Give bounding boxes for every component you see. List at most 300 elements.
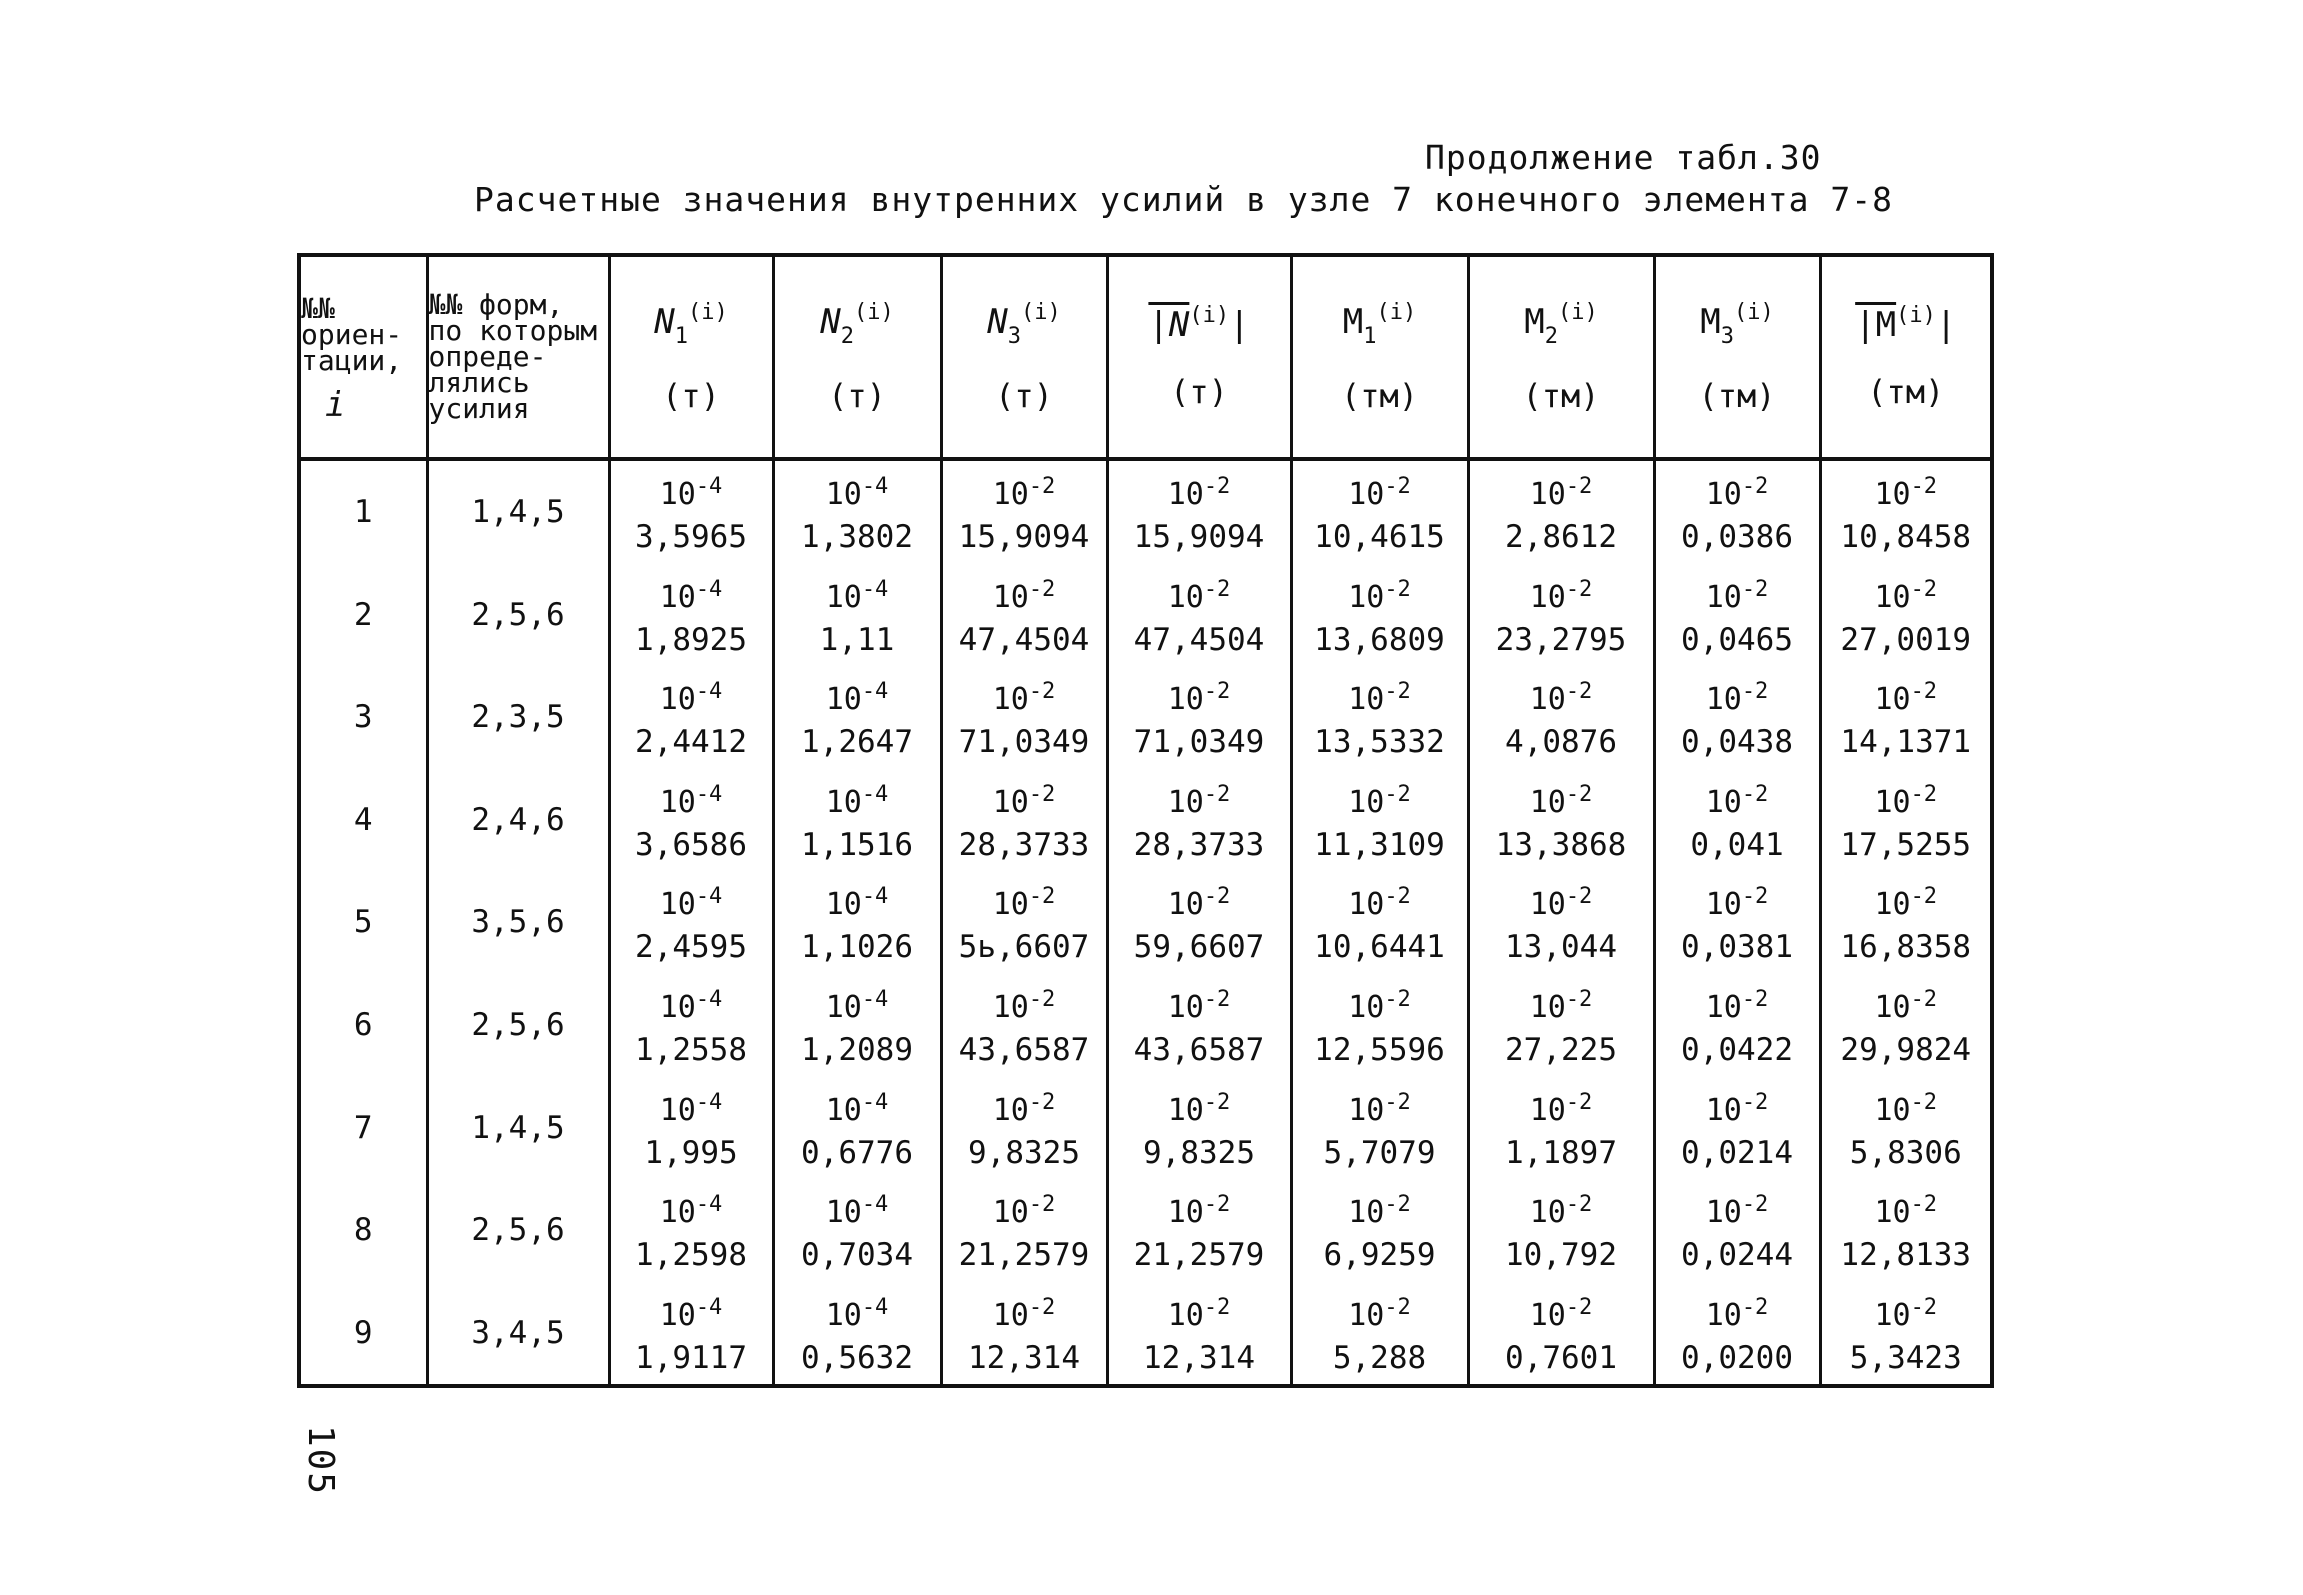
multiplier [775, 981, 940, 1027]
multiplier-base: 10 [1348, 887, 1385, 923]
multiplier-base: 10 [825, 784, 862, 820]
multiplier-base: 10 [1529, 989, 1566, 1025]
cell-value: 16,8358 [1840, 929, 1972, 966]
multiplier [611, 981, 772, 1027]
header-m1 [1291, 255, 1468, 459]
multiplier-base: 10 [1167, 1195, 1204, 1231]
multiplier [1109, 1186, 1290, 1232]
multiplier [611, 776, 772, 822]
multiplier [1109, 981, 1290, 1027]
multiplier [1822, 468, 1991, 514]
cell-value: 0,0200 [1681, 1339, 1793, 1376]
multiplier-exponent: -2 [1203, 679, 1231, 705]
cell-value: 2,4595 [635, 929, 747, 966]
multiplier-exponent: -2 [1741, 1294, 1769, 1320]
multiplier-base: 10 [1348, 1092, 1385, 1128]
multiplier-exponent: -2 [1384, 576, 1411, 602]
header-forms-label: №№ форм, по которым опреде- лялись усилия [428, 288, 598, 425]
value-cell [773, 769, 941, 872]
cell-value: 5,7079 [1323, 1134, 1436, 1171]
multiplier-exponent: -2 [1565, 474, 1593, 500]
cell-value: 6,9259 [1323, 1237, 1436, 1274]
multiplier-exponent: -2 [1384, 679, 1411, 705]
multiplier-base: 10 [1529, 682, 1566, 718]
row-orientation-number: 4 [299, 769, 427, 872]
multiplier-base: 10 [1529, 579, 1566, 615]
header-m1-sup: (i) [1376, 299, 1417, 325]
cell-value: 1,3802 [801, 519, 913, 556]
multiplier-exponent: -4 [861, 474, 889, 500]
multiplier [1293, 1084, 1467, 1130]
multiplier [775, 571, 940, 617]
value-cell [1291, 769, 1468, 872]
multiplier [1822, 1289, 1991, 1335]
multiplier-base: 10 [1705, 887, 1742, 923]
multiplier-exponent: -2 [1028, 1192, 1056, 1218]
cell-value: 10,8458 [1840, 519, 1972, 556]
multiplier-base: 10 [1348, 579, 1385, 615]
value-cell [1820, 769, 1992, 872]
cell-value: 12,314 [968, 1339, 1080, 1376]
multiplier-base: 10 [659, 887, 696, 923]
row-orientation-number: 1 [299, 459, 427, 564]
multiplier-base: 10 [659, 1297, 696, 1333]
multiplier-exponent: -2 [1565, 576, 1593, 602]
header-n1 [609, 255, 773, 459]
multiplier-base: 10 [1705, 682, 1742, 718]
value-cell [941, 769, 1107, 872]
multiplier [1293, 981, 1467, 1027]
multiplier [1656, 571, 1819, 617]
value-cell [1654, 974, 1820, 1077]
value-cell [1107, 1179, 1291, 1282]
multiplier-base: 10 [1167, 682, 1204, 718]
multiplier [943, 776, 1106, 822]
row-forms: 1,4,5 [427, 459, 609, 564]
header-m-abs-unit: (тм) [1867, 373, 1945, 411]
cell-value: 10,6441 [1314, 929, 1445, 966]
multiplier-base: 10 [1529, 784, 1566, 820]
multiplier [1293, 571, 1467, 617]
multiplier-base: 10 [825, 1297, 862, 1333]
multiplier [1293, 776, 1467, 822]
multiplier [1822, 1084, 1991, 1130]
cell-value: 0,0438 [1681, 724, 1793, 761]
multiplier-exponent: -2 [1028, 884, 1056, 910]
multiplier-base: 10 [1167, 579, 1204, 615]
multiplier-exponent: -2 [1028, 986, 1056, 1012]
multiplier-base: 10 [1348, 1297, 1385, 1333]
multiplier [611, 1084, 772, 1130]
multiplier [1822, 878, 1991, 924]
multiplier-exponent: -2 [1741, 781, 1769, 807]
value-cell [1820, 1076, 1992, 1179]
value-cell [609, 666, 773, 769]
multiplier-base: 10 [1529, 887, 1566, 923]
row-orientation-number: 5 [299, 871, 427, 974]
cell-value: 43,6587 [1133, 1031, 1265, 1068]
header-n-abs [1107, 255, 1291, 459]
value-cell [1820, 871, 1992, 974]
multiplier-base: 10 [1348, 1195, 1385, 1231]
value-cell [1291, 666, 1468, 769]
cell-value: 71,0349 [1133, 724, 1265, 761]
cell-value: 11,3109 [1314, 826, 1445, 863]
multiplier-base: 10 [1348, 989, 1385, 1025]
multiplier-exponent: -2 [1910, 781, 1938, 807]
cell-value: 3,6586 [635, 826, 747, 863]
multiplier [775, 1084, 940, 1130]
multiplier-base: 10 [1167, 1297, 1204, 1333]
cell-value: 9,8325 [968, 1134, 1080, 1171]
multiplier-base: 10 [1529, 477, 1566, 513]
row-orientation-number: 3 [299, 666, 427, 769]
header-n-abs-close: | [1229, 305, 1250, 345]
multiplier [1293, 1186, 1467, 1232]
value-cell [1468, 666, 1654, 769]
multiplier [1293, 878, 1467, 924]
multiplier-exponent: -4 [695, 986, 723, 1012]
value-cell [1468, 1281, 1654, 1386]
multiplier [943, 571, 1106, 617]
multiplier [1656, 878, 1819, 924]
cell-value: 21,2579 [958, 1237, 1090, 1274]
value-cell [1654, 769, 1820, 872]
cell-value: 1,2089 [801, 1031, 913, 1068]
multiplier-base: 10 [1874, 1297, 1911, 1333]
multiplier-base: 10 [992, 989, 1029, 1025]
header-m3-sup: (i) [1733, 299, 1774, 325]
row-forms: 2,5,6 [427, 1179, 609, 1282]
multiplier-base: 10 [825, 477, 862, 513]
multiplier [943, 1186, 1106, 1232]
multiplier-base: 10 [1348, 682, 1385, 718]
row-orientation-number: 7 [299, 1076, 427, 1179]
cell-value: 13,5332 [1314, 724, 1445, 761]
header-m3 [1654, 255, 1820, 459]
multiplier-exponent: -2 [1910, 679, 1938, 705]
value-cell [1654, 1179, 1820, 1282]
multiplier [1470, 1186, 1653, 1232]
cell-value: 12,8133 [1840, 1237, 1972, 1274]
multiplier-base: 10 [1167, 989, 1204, 1025]
cell-value: 43,6587 [958, 1031, 1090, 1068]
multiplier-exponent: -2 [1910, 474, 1938, 500]
multiplier-exponent: -2 [1028, 576, 1056, 602]
multiplier-base: 10 [992, 1092, 1029, 1128]
multiplier-exponent: -2 [1384, 884, 1411, 910]
cell-value: 13,044 [1505, 929, 1617, 966]
multiplier-exponent: -2 [1741, 576, 1769, 602]
header-m-abs-symbol: |M [1855, 305, 1897, 345]
multiplier-exponent: -4 [861, 986, 889, 1012]
header-m1-unit: (тм) [1340, 376, 1419, 415]
multiplier-exponent: -2 [1203, 1089, 1231, 1115]
cell-value: 59,6607 [1133, 929, 1265, 966]
cell-value: 14,1371 [1840, 724, 1972, 761]
row-forms: 2,3,5 [427, 666, 609, 769]
header-n2-symbol: N [820, 301, 841, 342]
multiplier [1822, 776, 1991, 822]
table-row [299, 564, 1992, 667]
cell-value: 15,9094 [1133, 519, 1265, 556]
value-cell [941, 1179, 1107, 1282]
value-cell [1291, 564, 1468, 667]
multiplier-exponent: -4 [861, 576, 889, 602]
cell-value: 0,0465 [1681, 621, 1793, 658]
value-cell [609, 1076, 773, 1179]
value-cell [773, 1179, 941, 1282]
cell-value: 1,1516 [801, 826, 913, 863]
cell-value: 0,7601 [1505, 1339, 1617, 1376]
multiplier-exponent: -2 [1384, 1089, 1411, 1115]
value-cell [1291, 1179, 1468, 1282]
value-cell [1468, 459, 1654, 564]
header-n1-unit: (т) [662, 376, 720, 415]
multiplier-exponent: -2 [1565, 1294, 1593, 1320]
value-cell [773, 1076, 941, 1179]
multiplier-base: 10 [1874, 887, 1911, 923]
table-continuation-label: Продолжение табл.30 [1425, 138, 1822, 177]
header-m1-symbol: M [1342, 301, 1364, 342]
multiplier-exponent: -2 [1384, 1294, 1411, 1320]
value-cell [1291, 459, 1468, 564]
value-cell [609, 564, 773, 667]
value-cell [1654, 871, 1820, 974]
multiplier-base: 10 [659, 1195, 696, 1231]
header-m3-sub: 3 [1720, 323, 1734, 349]
multiplier [1656, 673, 1819, 719]
value-cell [941, 871, 1107, 974]
internal-forces-table [297, 253, 1994, 1388]
cell-value: 0,7034 [801, 1237, 913, 1274]
header-m2-sup: (i) [1557, 299, 1598, 325]
multiplier [1293, 468, 1467, 514]
value-cell [1654, 1076, 1820, 1179]
multiplier-exponent: -4 [695, 576, 723, 602]
value-cell [1820, 459, 1992, 564]
multiplier [1109, 468, 1290, 514]
multiplier-base: 10 [1705, 784, 1742, 820]
multiplier-exponent: -4 [695, 884, 723, 910]
cell-value: 5,288 [1332, 1339, 1427, 1376]
value-cell [1468, 974, 1654, 1077]
multiplier [775, 673, 940, 719]
row-forms: 2,5,6 [427, 564, 609, 667]
cell-value: 27,225 [1505, 1031, 1617, 1068]
multiplier-base: 10 [1167, 477, 1204, 513]
multiplier-base: 10 [992, 887, 1029, 923]
header-n-abs-symbol: |N [1148, 305, 1190, 345]
multiplier-base: 10 [1705, 1195, 1742, 1231]
cell-value: 3,5965 [635, 519, 747, 556]
cell-value: 1,8925 [635, 621, 747, 658]
value-cell [1468, 769, 1654, 872]
value-cell [609, 769, 773, 872]
multiplier-exponent: -4 [695, 474, 723, 500]
value-cell [1107, 974, 1291, 1077]
cell-value: 10,4615 [1314, 519, 1445, 556]
multiplier [1822, 1186, 1991, 1232]
multiplier-base: 10 [1874, 784, 1911, 820]
multiplier-base: 10 [992, 1195, 1029, 1231]
header-m2-sub: 2 [1544, 323, 1558, 349]
multiplier-base: 10 [825, 989, 862, 1025]
cell-value: 1,11 [819, 621, 895, 658]
cell-value: 27,0019 [1840, 621, 1972, 658]
multiplier-base: 10 [659, 784, 696, 820]
multiplier [611, 468, 772, 514]
multiplier [1109, 673, 1290, 719]
multiplier-exponent: -2 [1910, 986, 1938, 1012]
header-n2 [773, 255, 941, 459]
multiplier-exponent: -2 [1565, 679, 1593, 705]
header-n1-sup: (i) [687, 299, 728, 325]
multiplier-base: 10 [659, 579, 696, 615]
multiplier-base: 10 [1705, 477, 1742, 513]
header-m-abs-close: | [1935, 305, 1957, 345]
value-cell [1291, 974, 1468, 1077]
header-n-abs-unit: (т) [1170, 373, 1228, 411]
table-row [299, 1179, 1992, 1282]
cell-value: 21,2579 [1133, 1237, 1265, 1274]
table-row [299, 666, 1992, 769]
multiplier [1293, 673, 1467, 719]
header-n3-symbol: N [987, 301, 1008, 342]
value-cell [609, 974, 773, 1077]
cell-value: 13,6809 [1314, 621, 1445, 658]
multiplier-base: 10 [1874, 989, 1911, 1025]
multiplier [1109, 1084, 1290, 1130]
row-orientation-number: 2 [299, 564, 427, 667]
cell-value: 2,8612 [1505, 519, 1617, 556]
multiplier [1293, 1289, 1467, 1335]
page-number: 105 [300, 1424, 342, 1497]
multiplier [1470, 468, 1653, 514]
multiplier-exponent: -2 [1565, 986, 1593, 1012]
multiplier [611, 1186, 772, 1232]
multiplier-exponent: -2 [1741, 884, 1769, 910]
value-cell [941, 459, 1107, 564]
cell-value: 0,041 [1690, 826, 1784, 863]
row-forms: 1,4,5 [427, 1076, 609, 1179]
value-cell [1820, 1179, 1992, 1282]
value-cell [941, 564, 1107, 667]
value-cell [941, 666, 1107, 769]
multiplier-exponent: -2 [1203, 1294, 1231, 1320]
header-m2-unit: (тм) [1522, 376, 1600, 415]
multiplier [1822, 673, 1991, 719]
multiplier-exponent: -4 [861, 1192, 889, 1218]
value-cell [609, 1179, 773, 1282]
cell-value: 0,6776 [801, 1134, 913, 1171]
multiplier [1656, 776, 1819, 822]
header-n2-unit: (т) [828, 376, 886, 415]
multiplier-exponent: -2 [1741, 474, 1769, 500]
multiplier [775, 1289, 940, 1335]
cell-value: 0,0214 [1681, 1134, 1793, 1171]
multiplier-base: 10 [992, 579, 1029, 615]
row-orientation-number: 8 [299, 1179, 427, 1282]
multiplier-exponent: -2 [1028, 679, 1056, 705]
header-orientation-index: i [325, 385, 346, 425]
multiplier-exponent: -2 [1565, 1089, 1593, 1115]
cell-value: 9,8325 [1143, 1134, 1255, 1171]
multiplier-base: 10 [825, 579, 862, 615]
header-m3-unit: (тм) [1698, 376, 1776, 415]
cell-value: 17,5255 [1840, 826, 1972, 863]
cell-value: 13,3868 [1495, 826, 1627, 863]
value-cell [1468, 1179, 1654, 1282]
multiplier-exponent: -4 [695, 781, 723, 807]
table-row [299, 459, 1992, 564]
value-cell [1654, 459, 1820, 564]
cell-value: 1,1897 [1505, 1134, 1617, 1171]
value-cell [773, 564, 941, 667]
table-body [299, 459, 1992, 1386]
header-n3-sub: 3 [1007, 323, 1021, 349]
multiplier [1109, 878, 1290, 924]
cell-value: 1,1026 [801, 929, 913, 966]
multiplier-base: 10 [1529, 1297, 1566, 1333]
multiplier [1109, 776, 1290, 822]
multiplier [1109, 1289, 1290, 1335]
value-cell [773, 459, 941, 564]
table-row [299, 1076, 1992, 1179]
value-cell [1107, 564, 1291, 667]
multiplier [1470, 571, 1653, 617]
multiplier-exponent: -4 [695, 1192, 723, 1218]
cell-value: 0,0244 [1681, 1237, 1793, 1274]
value-cell [1820, 666, 1992, 769]
cell-value: 1,2558 [635, 1031, 747, 1068]
cell-value: 71,0349 [958, 724, 1090, 761]
multiplier-exponent: -4 [861, 884, 889, 910]
multiplier-exponent: -2 [1203, 781, 1231, 807]
multiplier [1656, 1084, 1819, 1130]
value-cell [1107, 1281, 1291, 1386]
cell-value: 0,5632 [801, 1339, 913, 1376]
cell-value: 1,995 [644, 1134, 738, 1171]
table-row [299, 1281, 1992, 1386]
multiplier-exponent: -2 [1741, 1192, 1769, 1218]
multiplier-base: 10 [1874, 477, 1911, 513]
header-n1-symbol: N [654, 301, 675, 342]
multiplier-base: 10 [1529, 1195, 1566, 1231]
multiplier-exponent: -2 [1741, 1089, 1769, 1115]
multiplier-exponent: -2 [1741, 679, 1769, 705]
multiplier-base: 10 [1874, 682, 1911, 718]
value-cell [941, 974, 1107, 1077]
table-row [299, 974, 1992, 1077]
multiplier [1470, 776, 1653, 822]
multiplier [943, 673, 1106, 719]
table-title: Расчетные значения внутренних усилий в узле 7 конечного элемента 7-8 [474, 180, 1894, 219]
cell-value: 12,5596 [1314, 1031, 1445, 1068]
header-orientation [299, 255, 427, 459]
cell-value: 4,0876 [1505, 724, 1617, 761]
multiplier-exponent: -2 [1910, 1192, 1938, 1218]
cell-value: 0,0422 [1681, 1031, 1793, 1068]
multiplier-base: 10 [1874, 1195, 1911, 1231]
cell-value: 47,4504 [958, 621, 1090, 658]
multiplier [1656, 1289, 1819, 1335]
header-m-abs [1820, 255, 1992, 459]
value-cell [1820, 974, 1992, 1077]
multiplier [943, 1084, 1106, 1130]
value-cell [773, 871, 941, 974]
header-n3-unit: (т) [995, 376, 1053, 415]
